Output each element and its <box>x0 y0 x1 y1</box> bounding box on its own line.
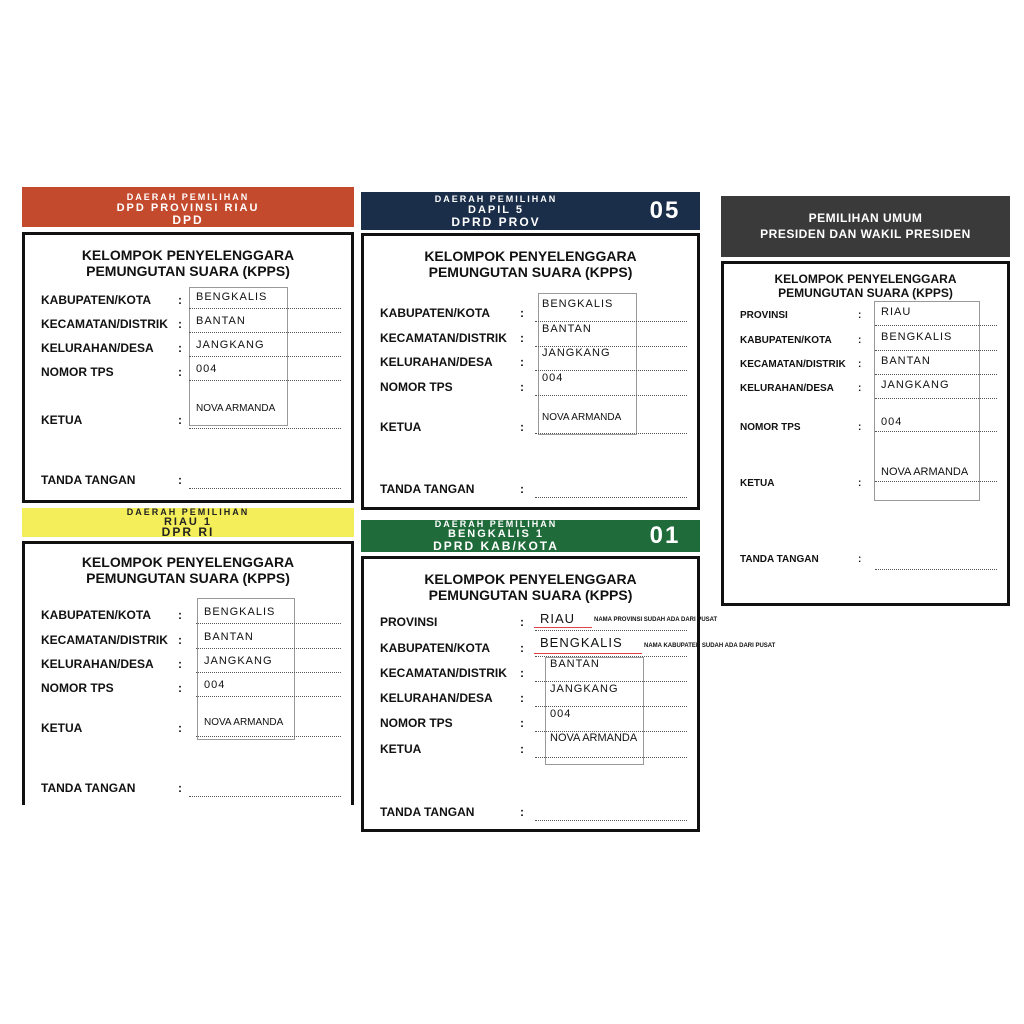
row-kecamatan <box>380 658 687 682</box>
banner-line2: DPD PROVINSI RIAU <box>116 202 260 214</box>
dotted-line <box>535 394 687 396</box>
signature-line[interactable] <box>189 487 341 489</box>
label-tanda-tangan: TANDA TANGAN <box>380 482 475 496</box>
banner-line1: DAERAH PEMILIHAN <box>434 194 558 204</box>
value-kabupaten: BENGKALIS <box>881 331 953 343</box>
banner-dprd-kab <box>361 520 700 552</box>
colon: : <box>178 633 182 647</box>
title-line1: KELOMPOK PENYELENGGARA <box>424 571 637 587</box>
value-nomor-tps: 004 <box>542 372 564 384</box>
colon: : <box>858 478 862 489</box>
dapil-number: 01 <box>649 522 681 549</box>
label-kabupaten: KABUPATEN/KOTA <box>41 608 151 622</box>
title-line2: PEMUNGUTAN SUARA (KPPS) <box>428 587 633 603</box>
card-dpr-ri <box>22 508 354 822</box>
label-ketua: KETUA <box>41 721 83 735</box>
banner-line1: DAERAH PEMILIHAN <box>434 520 558 529</box>
label-tanda-tangan: TANDA TANGAN <box>41 473 136 487</box>
value-provinsi: RIAU <box>540 611 576 626</box>
banner-line1: DAERAH PEMILIHAN <box>126 192 250 202</box>
title-line2: PEMUNGUTAN SUARA (KPPS) <box>86 263 290 279</box>
dotted-line <box>875 480 997 482</box>
form-title <box>724 272 1007 300</box>
banner-line2: BENGKALIS 1 <box>448 528 544 540</box>
label-nomor-tps: NOMOR TPS <box>740 422 801 433</box>
dotted-line <box>196 622 341 624</box>
highlight-underline <box>534 627 592 628</box>
label-tanda-tangan: TANDA TANGAN <box>41 781 136 795</box>
value-ketua: NOVA ARMANDA <box>196 403 276 414</box>
label-kelurahan: KELURAHAN/DESA <box>380 691 493 705</box>
dotted-line <box>875 397 997 399</box>
dotted-line <box>875 373 997 375</box>
value-kelurahan: JANGKANG <box>204 655 273 667</box>
dotted-line <box>189 427 341 429</box>
title-line2: PEMUNGUTAN SUARA (KPPS) <box>86 570 290 586</box>
label-kelurahan: KELURAHAN/DESA <box>41 657 154 671</box>
value-kecamatan: BANTAN <box>881 355 931 367</box>
row-kelurahan <box>380 683 687 707</box>
colon: : <box>858 422 862 433</box>
label-kabupaten: KABUPATEN/KOTA <box>380 641 490 655</box>
label-kabupaten: KABUPATEN/KOTA <box>380 306 490 320</box>
signature-line[interactable] <box>189 795 341 797</box>
label-kecamatan: KECAMATAN/DISTRIK <box>380 331 507 345</box>
colon: : <box>520 482 524 496</box>
form-box-dpr-ri <box>22 541 354 805</box>
colon: : <box>178 317 182 331</box>
colon: : <box>520 306 524 320</box>
colon: : <box>520 805 524 819</box>
value-nomor-tps: 004 <box>550 708 572 720</box>
row-kecamatan <box>740 357 997 375</box>
value-kecamatan: BANTAN <box>542 323 592 335</box>
signature-line[interactable] <box>535 496 687 498</box>
card-presiden <box>721 196 1010 606</box>
row-kelurahan <box>41 339 341 357</box>
row-kelurahan <box>41 655 341 673</box>
value-kelurahan: JANGKANG <box>196 339 265 351</box>
dotted-line <box>189 331 341 333</box>
label-kelurahan: KELURAHAN/DESA <box>380 355 493 369</box>
form-title <box>364 571 697 603</box>
row-kabupaten <box>380 298 687 322</box>
dotted-line <box>875 349 997 351</box>
dotted-line <box>196 671 341 673</box>
colon: : <box>178 365 182 379</box>
colon: : <box>520 742 524 756</box>
row-ketua <box>380 412 687 434</box>
label-ketua: KETUA <box>380 420 422 434</box>
form-title <box>25 247 351 279</box>
label-provinsi: PROVINSI <box>380 615 438 629</box>
title-line1: KELOMPOK PENYELENGGARA <box>81 247 295 263</box>
colon: : <box>178 413 182 427</box>
colon: : <box>178 293 182 307</box>
label-kecamatan: KECAMATAN/DISTRIK <box>740 359 846 370</box>
highlight-underline <box>534 653 642 654</box>
value-kelurahan: JANGKANG <box>881 379 950 391</box>
value-nomor-tps: 004 <box>204 679 226 691</box>
value-kecamatan: BANTAN <box>550 658 600 670</box>
row-provinsi <box>740 308 997 326</box>
value-kabupaten: BENGKALIS <box>540 635 623 650</box>
row-ketua <box>380 732 687 758</box>
row-kabupaten <box>740 333 997 351</box>
value-ketua: NOVA ARMANDA <box>550 732 638 744</box>
title-line2: PEMUNGUTAN SUARA (KPPS) <box>428 264 633 280</box>
label-ketua: KETUA <box>41 413 83 427</box>
dotted-line <box>189 307 341 309</box>
title-line1: KELOMPOK PENYELENGGARA <box>774 272 957 286</box>
title-line1: KELOMPOK PENYELENGGARA <box>81 554 295 570</box>
colon: : <box>858 310 862 321</box>
colon: : <box>520 666 524 680</box>
colon: : <box>858 383 862 394</box>
colon: : <box>520 331 524 345</box>
note-provinsi: NAMA PROVINSI SUDAH ADA DARI PUSAT <box>594 617 718 623</box>
colon: : <box>178 657 182 671</box>
label-kecamatan: KECAMATAN/DISTRIK <box>41 633 168 647</box>
colon: : <box>178 608 182 622</box>
value-ketua: NOVA ARMANDA <box>204 717 284 728</box>
row-nomor-tps <box>380 708 687 732</box>
form-box-dpd <box>22 232 354 503</box>
dotted-line <box>196 735 341 737</box>
banner-line2: PRESIDEN DAN WAKIL PRESIDEN <box>760 227 971 241</box>
banner-dpr-ri <box>22 508 354 537</box>
label-kabupaten: KABUPATEN/KOTA <box>740 335 832 346</box>
banner-dprd-prov <box>361 192 700 230</box>
dotted-line <box>196 695 341 697</box>
form-title <box>25 554 351 586</box>
banner-line3: DPR RI <box>161 525 215 537</box>
colon: : <box>520 615 524 629</box>
colon: : <box>178 341 182 355</box>
label-tanda-tangan: TANDA TANGAN <box>380 805 475 819</box>
row-tanda-tangan <box>380 480 687 498</box>
value-nomor-tps: 004 <box>196 363 218 375</box>
form-box-presiden <box>721 261 1010 606</box>
banner-line2: RIAU 1 <box>163 516 213 528</box>
label-kelurahan: KELURAHAN/DESA <box>41 341 154 355</box>
card-dprd-kab <box>361 520 776 832</box>
row-nomor-tps <box>41 679 341 697</box>
value-kelurahan: JANGKANG <box>542 347 611 359</box>
dotted-line <box>535 680 687 682</box>
value-kelurahan: JANGKANG <box>550 683 619 695</box>
label-kecamatan: KECAMATAN/DISTRIK <box>41 317 168 331</box>
value-nomor-tps: 004 <box>881 416 903 428</box>
colon: : <box>858 359 862 370</box>
row-kabupaten <box>41 291 341 309</box>
value-ketua: NOVA ARMANDA <box>881 466 969 478</box>
signature-line[interactable] <box>875 568 997 570</box>
colon: : <box>520 380 524 394</box>
value-kabupaten: BENGKALIS <box>196 291 268 303</box>
value-kecamatan: BANTAN <box>196 315 246 327</box>
row-kabupaten <box>41 606 341 624</box>
dotted-line <box>535 705 687 707</box>
value-kabupaten: BENGKALIS <box>204 606 276 618</box>
row-tanda-tangan <box>41 779 341 797</box>
dotted-line <box>189 355 341 357</box>
banner-presiden <box>721 196 1010 257</box>
title-line2: PEMUNGUTAN SUARA (KPPS) <box>778 286 953 300</box>
colon: : <box>520 641 524 655</box>
label-nomor-tps: NOMOR TPS <box>41 365 114 379</box>
row-kelurahan <box>740 381 997 399</box>
value-ketua: NOVA ARMANDA <box>542 412 622 423</box>
colon: : <box>858 335 862 346</box>
row-kecamatan <box>41 315 341 333</box>
banner-line1: DAERAH PEMILIHAN <box>126 508 250 517</box>
colon: : <box>178 681 182 695</box>
dotted-line <box>196 647 341 649</box>
colon: : <box>178 781 182 795</box>
title-line1: KELOMPOK PENYELENGGARA <box>424 248 637 264</box>
banner-line2: DAPIL 5 <box>468 204 524 216</box>
label-nomor-tps: NOMOR TPS <box>380 380 453 394</box>
row-ketua <box>740 466 997 490</box>
colon: : <box>520 420 524 434</box>
colon: : <box>178 473 182 487</box>
banner-line3: DPRD PROV <box>451 215 541 229</box>
banner-dpd <box>22 187 354 227</box>
label-nomor-tps: NOMOR TPS <box>380 716 453 730</box>
dapil-number: 05 <box>649 197 681 224</box>
dotted-line <box>535 629 687 631</box>
row-ketua <box>41 403 341 427</box>
note-kabupaten: NAMA KABUPATEN SUDAH ADA DARI PUSAT <box>644 643 776 649</box>
banner-line3: DPRD KAB/KOTA <box>433 539 559 552</box>
colon: : <box>520 716 524 730</box>
banner-line1: PEMILIHAN UMUM <box>808 211 923 225</box>
banner-line3: DPD <box>172 213 204 227</box>
label-kecamatan: KECAMATAN/DISTRIK <box>380 666 507 680</box>
dotted-line <box>875 324 997 326</box>
row-kabupaten <box>380 635 687 657</box>
label-provinsi: PROVINSI <box>740 310 788 321</box>
form-title <box>364 248 697 280</box>
card-dpd <box>22 187 354 503</box>
label-nomor-tps: NOMOR TPS <box>41 681 114 695</box>
row-tanda-tangan <box>41 471 341 489</box>
colon: : <box>520 691 524 705</box>
row-tanda-tangan <box>380 803 687 821</box>
card-dprd-prov <box>361 192 700 510</box>
dotted-line <box>535 369 687 371</box>
row-nomor-tps <box>380 372 687 396</box>
colon: : <box>178 721 182 735</box>
label-ketua: KETUA <box>380 742 422 756</box>
row-kecamatan <box>41 631 341 649</box>
value-kecamatan: BANTAN <box>204 631 254 643</box>
label-kabupaten: KABUPATEN/KOTA <box>41 293 151 307</box>
dotted-line <box>535 432 687 434</box>
form-box-dprd-prov <box>361 233 700 510</box>
value-provinsi: RIAU <box>881 306 912 318</box>
row-kelurahan <box>380 347 687 371</box>
dotted-line <box>535 756 687 758</box>
label-kelurahan: KELURAHAN/DESA <box>740 383 834 394</box>
colon: : <box>520 355 524 369</box>
row-nomor-tps <box>740 416 997 438</box>
colon: : <box>858 554 862 565</box>
signature-line[interactable] <box>535 819 687 821</box>
label-ketua: KETUA <box>740 478 775 489</box>
row-nomor-tps <box>41 363 341 381</box>
dotted-line <box>189 379 341 381</box>
dotted-line <box>535 320 687 322</box>
row-ketua <box>41 719 341 737</box>
row-tanda-tangan <box>740 552 997 570</box>
value-kabupaten: BENGKALIS <box>542 298 614 310</box>
form-box-dprd-kab <box>361 556 776 832</box>
label-tanda-tangan: TANDA TANGAN <box>740 554 819 565</box>
row-kecamatan <box>380 323 687 347</box>
dotted-line <box>875 430 997 432</box>
